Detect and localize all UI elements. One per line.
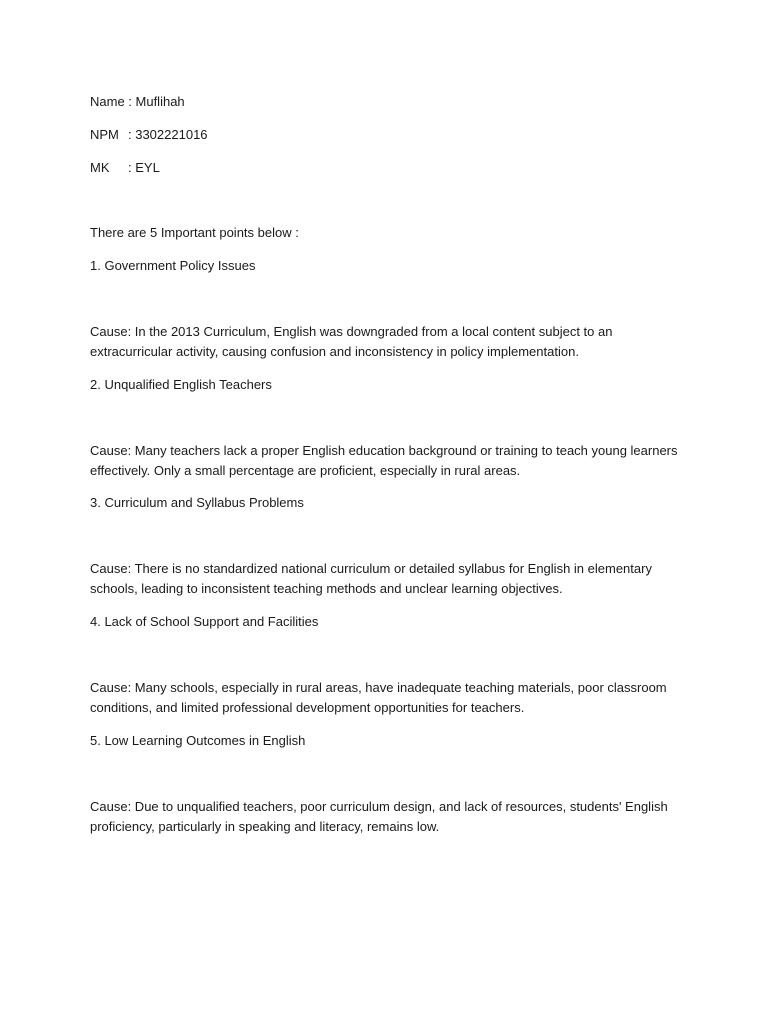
point-cause [90, 797, 680, 837]
point-cause [90, 559, 680, 599]
intro-text: There are 5 Important points below : [90, 225, 299, 240]
course-line [90, 158, 680, 178]
cause-line: proficiency, particularly in speaking and literacy, remains low. [90, 819, 440, 834]
mk-value: : EYL [128, 160, 160, 175]
point-title: 1. Government Policy Issues [90, 258, 256, 273]
student-name-line [90, 92, 680, 112]
cause-line: extracurricular activity, causing confusion and inconsistency in policy implementation. [90, 344, 579, 359]
npm-value: : 3302221016 [128, 127, 208, 142]
mk-label: MK [90, 160, 110, 175]
cause-line: schools, leading to inconsistent teaching methods and unclear learning objectives. [90, 581, 563, 596]
point-title: 4. Lack of School Support and Facilities [90, 614, 319, 629]
cause-line: effectively. Only a small percentage are proficient, especially in rural areas. [90, 463, 521, 478]
name-label: Name : [90, 94, 136, 109]
name-value: Muflihah [135, 94, 185, 109]
cause-line: Cause: Many schools, especially in rural areas, have inadequate teaching materials, poor classroom [90, 680, 667, 695]
point-cause [90, 678, 680, 718]
point-cause [90, 322, 680, 362]
cause-line: Cause: There is no standardized national curriculum or detailed syllabus for English in elementary [90, 561, 652, 576]
point-title: 5. Low Learning Outcomes in English [90, 733, 306, 748]
cause-line: Cause: Many teachers lack a proper English education background or training to teach young learners [90, 443, 678, 458]
cause-line: Cause: Due to unqualified teachers, poor curriculum design, and lack of resources, students' English [90, 799, 668, 814]
npm-label: NPM [90, 127, 119, 142]
student-npm-line [90, 125, 680, 145]
cause-line: conditions, and limited professional development opportunities for teachers. [90, 700, 525, 715]
point-title: 2. Unqualified English Teachers [90, 377, 272, 392]
point-title: 3. Curriculum and Syllabus Problems [90, 495, 304, 510]
cause-line: Cause: In the 2013 Curriculum, English was downgraded from a local content subject to an [90, 324, 613, 339]
point-cause [90, 441, 680, 481]
